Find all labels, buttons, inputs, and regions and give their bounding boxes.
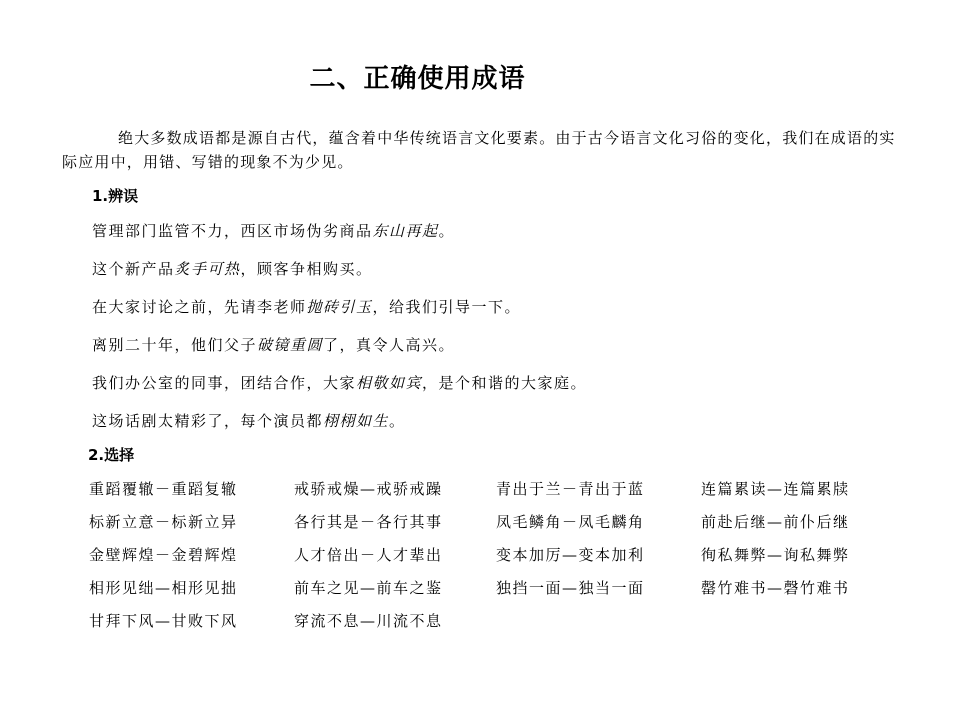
sentence-text: 这场话剧太精彩了，每个演员都 xyxy=(92,412,324,430)
sentence-item xyxy=(92,219,587,257)
idiom-highlight: 相敬如宾 xyxy=(356,374,423,392)
idiom-pair: 罄竹难书—磬竹难书 xyxy=(701,579,850,597)
sentence-text: ，是个和谐的大家庭。 xyxy=(422,374,588,392)
sentence-text: 。 xyxy=(389,412,406,430)
idiom-highlight: 抛砖引玉 xyxy=(306,298,373,316)
idiom-pair-grid xyxy=(89,478,901,643)
idiom-highlight: 东山再起 xyxy=(372,222,439,240)
section-heading-selection: 2.选择 xyxy=(88,446,135,464)
idiom-pair: 金壁辉煌－金碧辉煌 xyxy=(89,546,238,564)
sentence-text: 了，真令人高兴。 xyxy=(323,336,456,354)
idiom-pair: 标新立意－标新立异 xyxy=(89,513,238,531)
idiom-pair: 穿流不息—川流不息 xyxy=(294,612,443,630)
intro-text: 绝大多数成语都是源自古代，蕴含着中华传统语言文化要素。由于古今语言文化习俗的变化，我们在成语的实际应用中，用错、写错的现象不为少见。 xyxy=(62,129,896,171)
idiom-pair: 各行其是－各行其事 xyxy=(294,513,443,531)
idiom-pair: 凤毛鳞角－凤毛麟角 xyxy=(496,513,645,531)
sentence-text: 在大家讨论之前，先请李老师 xyxy=(92,298,307,316)
sentence-text: ，给我们引导一下。 xyxy=(372,298,522,316)
idiom-pair: 独挡一面—独当一面 xyxy=(496,579,645,597)
section-heading-error-identification: 1.辨误 xyxy=(92,187,139,205)
sentence-item xyxy=(92,257,587,295)
idiom-highlight: 破镜重圆 xyxy=(257,336,324,354)
sentence-text: ，顾客争相购买。 xyxy=(240,260,373,278)
page-title: 二、正确使用成语 xyxy=(309,64,526,94)
idiom-pair: 前赴后继—前仆后继 xyxy=(701,513,850,531)
idiom-pair: 戒骄戒燥—戒骄戒躁 xyxy=(294,480,443,498)
sentence-text: 离别二十年，他们父子 xyxy=(92,336,258,354)
sentence-text: 这个新产品 xyxy=(92,260,175,278)
idiom-pair: 甘拜下风—甘败下风 xyxy=(89,612,238,630)
sentence-item xyxy=(92,333,587,371)
idiom-pair: 前车之见—前车之鉴 xyxy=(294,579,443,597)
sentence-item xyxy=(92,295,587,333)
idiom-highlight: 炙手可热 xyxy=(174,260,241,278)
idiom-pair: 变本加厉—变本加利 xyxy=(496,546,645,564)
sentence-text: 我们办公室的同事，团结合作，大家 xyxy=(92,374,357,392)
idiom-pair: 相形见绌—相形见拙 xyxy=(89,579,238,597)
idiom-pair: 青出于兰－青出于蓝 xyxy=(496,480,645,498)
sentence-list xyxy=(92,219,587,447)
idiom-pair: 连篇累读—连篇累牍 xyxy=(701,480,850,498)
idiom-pair: 徇私舞弊—询私舞弊 xyxy=(701,546,850,564)
idiom-pair: 人才倍出－人才辈出 xyxy=(294,546,443,564)
intro-paragraph xyxy=(62,126,902,174)
sentence-item xyxy=(92,409,587,447)
idiom-highlight: 栩栩如生 xyxy=(323,412,390,430)
idiom-pair: 重蹈覆辙－重蹈复辙 xyxy=(89,480,238,498)
sentence-text: 。 xyxy=(438,222,456,240)
sentence-item xyxy=(92,371,587,409)
sentence-text: 管理部门监管不力，西区市场伪劣商品 xyxy=(92,222,373,240)
